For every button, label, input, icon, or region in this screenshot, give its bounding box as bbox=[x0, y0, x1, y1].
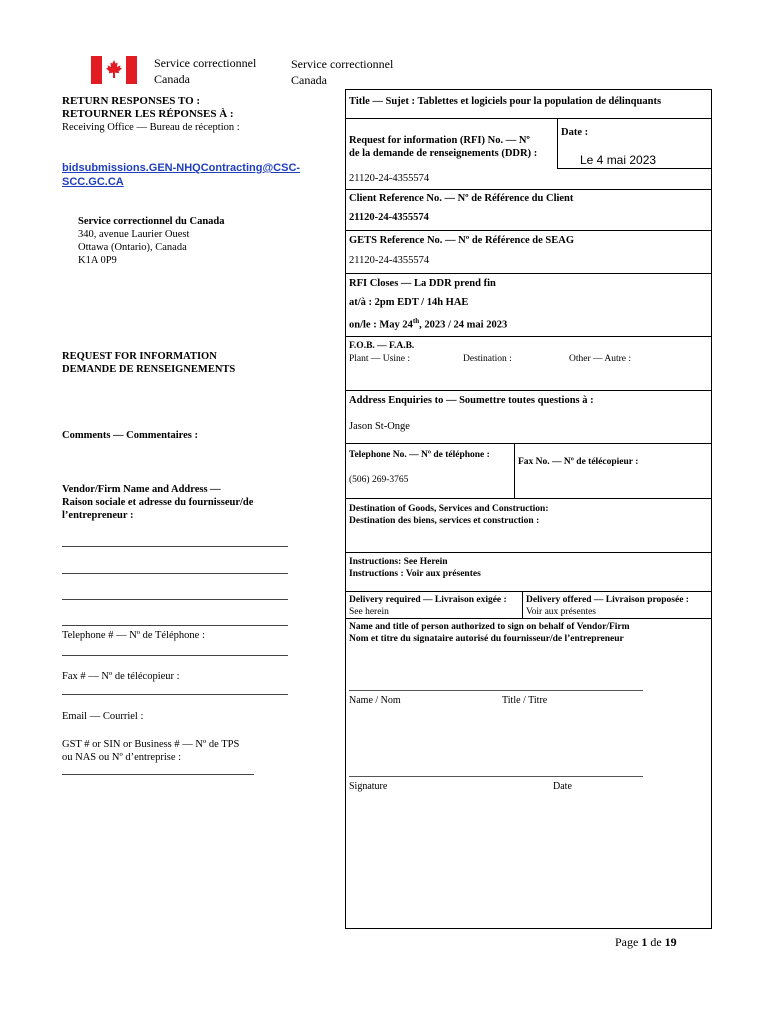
client-reference-label: Client Reference No. — Nº de Référence du Client bbox=[349, 193, 574, 204]
gst-label: GST # or SIN or Business # — Nº de TPS ou NAS ou Nº d’entreprise : bbox=[62, 739, 240, 763]
date-label: Date : bbox=[561, 127, 589, 138]
rfi-number-value: 21120-24-4355574 bbox=[349, 173, 430, 184]
comments-label: Comments — Commentaires : bbox=[62, 430, 198, 441]
rfi-closes-time: at/à : 2pm EDT / 14h HAE bbox=[349, 297, 469, 308]
delivery-required: Delivery required — Livraison exigée : See herein bbox=[349, 595, 507, 617]
authorized-person-label: Name and title of person authorized to sign on behalf of Vendor/Firm Nom et titre du signataire autorisé du fournisseur/de l’entrepreneur bbox=[349, 622, 630, 644]
rfi-number-label: Request for information (RFI) No. — Nº de la demande de renseignements (DDR) : bbox=[349, 135, 538, 159]
telephone-line[interactable] bbox=[62, 655, 288, 656]
return-responses-heading: RETURN RESPONSES TO : RETOURNER LES RÉPONSES À : bbox=[62, 95, 234, 120]
gets-reference-value: 21120-24-4355574 bbox=[349, 255, 430, 266]
department-name-fr-2: Service correctionnel Canada bbox=[291, 57, 394, 87]
submission-email-link[interactable]: bidsubmissions.GEN-NHQContracting@CSC- SCC.GC.CA bbox=[62, 162, 301, 188]
other-label: Other — Autre : bbox=[569, 354, 632, 364]
instructions-label: Instructions: See Herein Instructions : Voir aux présentes bbox=[349, 557, 481, 579]
contact-name: Jason St-Onge bbox=[349, 421, 410, 432]
rfi-closes-label: RFI Closes — La DDR prend fin bbox=[349, 278, 496, 289]
department-name-fr: Service correctionnel Canada bbox=[154, 56, 257, 86]
canada-flag-icon bbox=[91, 56, 137, 84]
return-address: Service correctionnel du Canada 340, avenue Laurier Ouest Ottawa (Ontario), Canada K1A 0P9 bbox=[78, 216, 225, 266]
title-label: Title / Titre bbox=[502, 695, 548, 706]
receiving-office-label: Receiving Office — Bureau de réception : bbox=[62, 122, 240, 133]
gst-line[interactable] bbox=[62, 774, 254, 775]
page-number: Page 1 de 19 bbox=[615, 935, 677, 949]
vendor-line-2[interactable] bbox=[62, 573, 288, 574]
destination-label: Destination : bbox=[463, 354, 512, 364]
vendor-line-3[interactable] bbox=[62, 599, 288, 600]
rfi-closes-date: on/le : May 24th, 2023 / 24 mai 2023 bbox=[349, 317, 508, 331]
date-value: Le 4 mai 2023 bbox=[580, 153, 657, 167]
telephone-label: Telephone # — Nº de Téléphone : bbox=[62, 630, 205, 641]
title-field: Title — Sujet : Tablettes et logiciels pour la population de délinquants bbox=[349, 96, 662, 107]
vendor-name-address-label: Vendor/Firm Name and Address — Raison sociale et adresse du fournisseur/de l’entrepreneur : bbox=[62, 484, 254, 521]
enquiries-label: Address Enquiries to — Soumettre toutes questions à : bbox=[349, 395, 594, 406]
client-reference-value: 21120-24-4355574 bbox=[349, 212, 429, 223]
fob-label: F.O.B. — F.A.B. bbox=[349, 341, 415, 351]
plant-label: Plant — Usine : bbox=[349, 354, 410, 364]
signature-label: Signature bbox=[349, 781, 388, 792]
fax-line[interactable] bbox=[62, 694, 288, 695]
name-label: Name / Nom bbox=[349, 695, 401, 706]
signature-date-label: Date bbox=[553, 781, 572, 792]
telephone-no-label: Telephone No. — Nº de téléphone : bbox=[349, 450, 490, 460]
gets-reference-label: GETS Reference No. — Nº de Référence de SEAG bbox=[349, 235, 574, 246]
delivery-offered: Delivery offered — Livraison proposée : Voir aux présentes bbox=[526, 595, 689, 617]
vendor-line-1[interactable] bbox=[62, 546, 288, 547]
fax-label: Fax # — Nº de télécopieur : bbox=[62, 671, 180, 682]
email-label: Email — Courriel : bbox=[62, 711, 144, 722]
signature-line[interactable] bbox=[349, 776, 643, 777]
rfi-heading: REQUEST FOR INFORMATION DEMANDE DE RENSEIGNEMENTS bbox=[62, 351, 236, 375]
vendor-line-4[interactable] bbox=[62, 625, 288, 626]
telephone-no-value: (506) 269-3765 bbox=[349, 475, 409, 485]
fax-no-label: Fax No. — Nº de télécopieur : bbox=[518, 457, 639, 467]
name-title-line[interactable] bbox=[349, 690, 643, 691]
destination-goods-label: Destination of Goods, Services and Construction: Destination des biens, services et construction : bbox=[349, 504, 549, 526]
